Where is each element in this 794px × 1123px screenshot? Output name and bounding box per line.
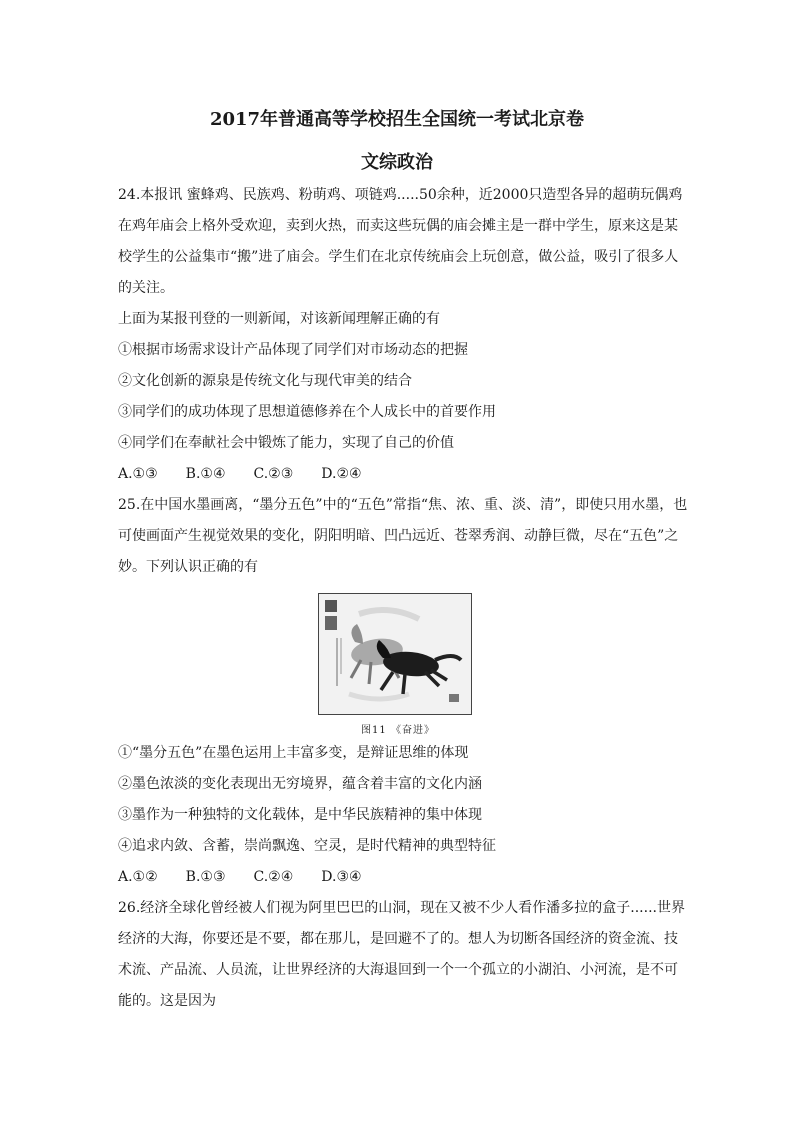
choice-b: B.①③ — [185, 869, 226, 885]
question-24-item: ②文化创新的源泉是传统文化与现代审美的结合 — [118, 373, 412, 389]
choice-c: C.②③ — [253, 466, 294, 482]
question-24-stem-line: 校学生的公益集市“搬”进了庙会。学生们在北京传统庙会上玩创意，做公益，吸引了很多人 — [118, 249, 679, 265]
question-25-stem-line: 可使画面产生视觉效果的变化，阴阳明暗、凹凸远近、苍翠秀润、动静巨微，尽在“五色”之 — [118, 528, 679, 544]
question-24-stem-line: 的关注。 — [118, 280, 174, 296]
question-26 — [118, 893, 685, 1017]
galloping-horses-illustration — [319, 594, 471, 714]
question-24-item: ④同学们在奉献社会中锻炼了能力，实现了自己的价值 — [118, 435, 454, 451]
question-25-item: ④追求内敛、含蓄，崇尚飘逸、空灵，是时代精神的典型特征 — [118, 838, 496, 854]
choice-c: C.②④ — [253, 869, 294, 885]
question-24 — [118, 180, 683, 490]
question-24-choices — [118, 459, 678, 490]
question-24-item: ③同学们的成功体现了思想道德修养在个人成长中的首要作用 — [118, 404, 496, 420]
question-25-stem-line: 妙。下列认识正确的有 — [118, 559, 258, 575]
question-24-stem-line: 24.本报讯 蜜蜂鸡、民族鸡、粉萌鸡、项链鸡.....50余种，近2000只造型各异的超萌玩偶鸡 — [118, 187, 683, 203]
question-26-stem-line: 经济的大海，你要还是不要，都在那儿，是回避不了的。想人为切断各国经济的资金流、技 — [118, 931, 678, 947]
ink-painting-image — [318, 593, 472, 715]
question-26-stem-line: 术流、产品流、人员流，让世界经济的大海退回到一个一个孤立的小湖泊、小河流，是不可 — [118, 962, 678, 978]
question-25 — [118, 490, 688, 893]
question-24-item: ①根据市场需求设计产品体现了同学们对市场动态的把握 — [118, 342, 468, 358]
question-25-item: ①“墨分五色”在墨色运用上丰富多变，是辩证思维的体现 — [118, 745, 469, 761]
question-24-stem-line: 在鸡年庙会上格外受欢迎，卖到火热，而卖这些玩偶的庙会摊主是一群中学生，原来这是某 — [118, 218, 678, 234]
exam-title: 2017年普通高等学校招生全国统一考试北京卷 — [209, 109, 585, 130]
figure-caption: 图11 《奋进》 — [361, 725, 435, 736]
question-24-prompt: 上面为某报刊登的一则新闻，对该新闻理解正确的有 — [118, 311, 440, 327]
choice-a: A.①③ — [118, 466, 158, 482]
question-25-item: ②墨色浓淡的变化表现出无穷境界，蕴含着丰富的文化内涵 — [118, 776, 482, 792]
choice-d: D.③④ — [321, 869, 362, 885]
question-25-choices — [118, 862, 678, 893]
exam-subject: 文综政治 — [361, 152, 433, 173]
question-26-stem-line: 能的。这是因为 — [118, 993, 216, 1009]
ink-painting-figure — [318, 593, 478, 736]
choice-b: B.①④ — [185, 466, 226, 482]
question-25-item: ③墨作为一种独特的文化载体，是中华民族精神的集中体现 — [118, 807, 482, 823]
choice-a: A.①② — [118, 869, 158, 885]
question-26-stem-line: 26.经济全球化曾经被人们视为阿里巴巴的山洞，现在又被不少人看作潘多拉的盒子......世界 — [118, 900, 685, 916]
choice-d: D.②④ — [321, 466, 362, 482]
question-25-stem-line: 25.在中国水墨画离，“墨分五色”中的“五色”常指“焦、浓、重、淡、清”，即使只用水墨，也 — [118, 497, 688, 513]
exam-content — [118, 180, 688, 1017]
